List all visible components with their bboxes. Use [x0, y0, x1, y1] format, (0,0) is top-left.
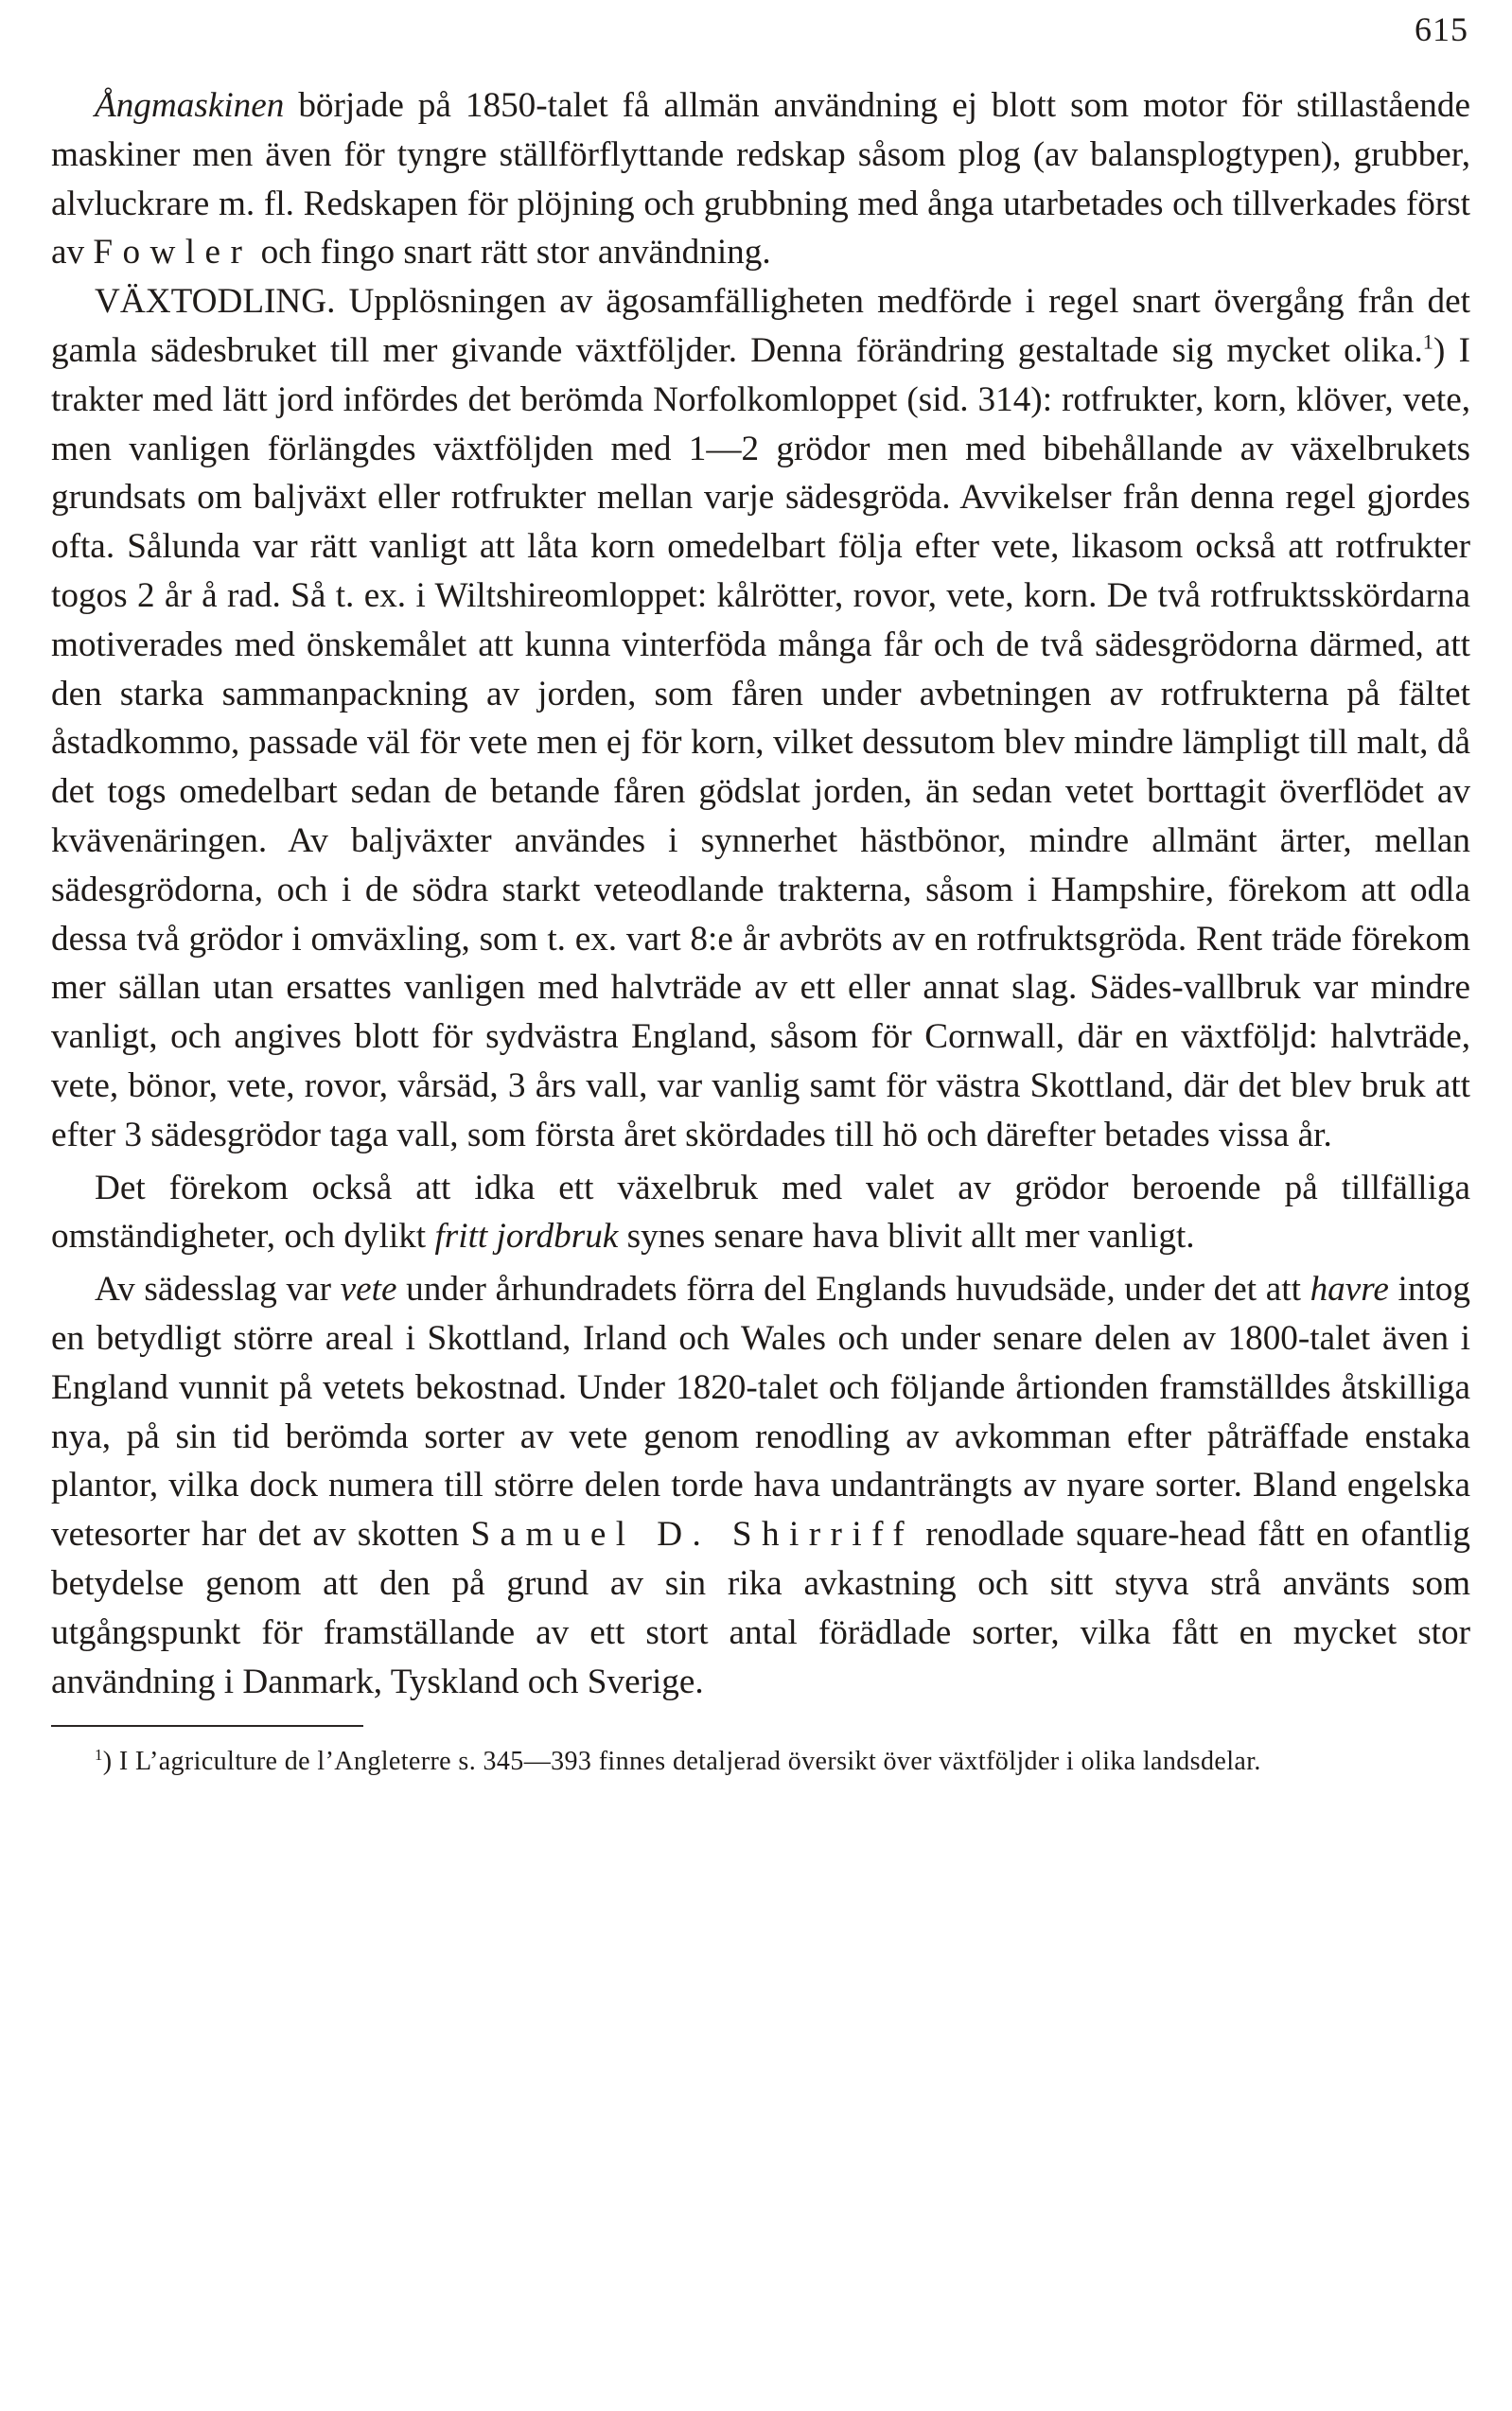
- italic-term: havre: [1310, 1270, 1389, 1310]
- paragraph-free-farming: Det förekom också att idka ett växelbruk med valet av grödor beroende på tillfälliga omständigheter, och dylikt fritt jordbruk synes senare hava blivit allt mer vanligt.: [51, 1168, 1470, 1257]
- footnote-divider: [51, 1725, 363, 1727]
- footnote: $^1$) I L’agriculture de l’Angleterre s. 345—393 finnes detaljerad översikt över växtföljder i olika landsdelar.: [95, 1746, 1261, 1777]
- paragraph-crop-rotation: VÄXTODLING. Upplösningen av ägosamfälligheten medförde i regel snart övergång från det gamla sädesbruket till mer givande växtföljder. Denna förändring gestaltade sig mycket olika.$^1$) I trakter med lätt jord infördes det berömda Norfolkomloppet (sid. 314): rotfrukter, korn, klöver, vete, men vanligen förlängdes växtföljden med 1—2 grödor men med bibehållande av växelbrukets grundsats om baljväxt eller rotfrukter mellan varje sädesgröda. Avvikelser från denna regel gjordes ofta. Sålunda var rätt vanligt att låta korn omedelbart följa efter vete, likasom också att rotfrukter togos 2 år å rad. Så t. ex. i Wiltshireomloppet: kålrötter, rovor, vete, korn. De två rotfruktsskördarna motiverades med önskemålet att kunna vinterföda många får och de två sädesgrödorna därmed, att den starka sammanpackning av jorden, som fåren under avbetningen av rotfrukterna på fältet åstadkommo, passade väl för vete men ej för korn, vilket dessutom blev mindre lämpligt till malt, då det togs omedelbart sedan de betande fåren gödslat jorden, än sedan vetet borttagit överflödet av kvävenäringen. Av baljväxter användes i synnerhet hästbönor, mindre allmänt ärter, mellan sädesgrödorna, och i de södra starkt veteodlande trakterna, såsom i Hampshire, förekom att odla dessa två grödor i omväxling, som t. ex. vart 8:e år avbröts av en rotfruktsgröda. Rent träde förekom mer sällan utan ersattes vanligen med halvträde av ett eller annat slag. Sädes-vallbruk var mindre vanligt, och angives blott för sydvästra England, såsom för Cornwall, där en växtföljd: halvträde, vete, bönor, vete, rovor, vårsäd, 3 års vall, var vanlig samt för västra Skottland, där det blev bruk att efter 3 sädesgrödor taga vall, som första året skördades till hö och därefter betades vissa år.: [51, 282, 1470, 1154]
- paragraph-steam-engine: Ångmaskinen började på 1850-talet få allmän användning ej blott som motor för stillastående maskiner men även för tyngre ställförflyttande redskap såsom plog (av balansplogtypen), grubber, alvluckrare m. fl. Redskapen för plöjning och grubbning med ånga utarbetades och tillverkades först av Fowler och fingo snart rätt stor användning.: [51, 86, 1470, 273]
- italic-term: Ångmaskinen: [95, 86, 285, 125]
- italic-term: vete: [340, 1270, 397, 1310]
- footnote-marker: 1: [95, 1746, 103, 1765]
- spaced-name: Samuel D. Shirriff: [470, 1515, 915, 1555]
- section-heading: VÄXTODLING.: [95, 282, 336, 322]
- footnote-reference: 1: [1422, 329, 1433, 354]
- spaced-name: Fowler: [93, 233, 253, 273]
- page-number: 615: [1415, 10, 1468, 48]
- paragraph-grain-types: Av sädesslag var vete under århundradets förra del Englands huvudsäde, under det att havre intog en betydligt större areal i Skottland, Irland och Wales och under senare delen av 1800-talet även i England vunnit på vetets bekostnad. Under 1820-talet och följande årtionden framställdes åtskilliga nya, på sin tid berömda sorter av vete genom renodling av avkomman efter påträffade enstaka plantor, vilka dock numera till större delen torde hava undanträngts av nyare sorter. Bland engelska vetesorter har det av skotten Samuel D. Shirriff renodlade square-head fått en ofantlig betydelse genom att den på grund av sin rika avkastning och sitt styva strå använts som utgångspunkt för framställande av ett stort antal förädlade sorter, vilka fått en mycket stor användning i Danmark, Tyskland och Sverige.: [51, 1270, 1470, 1701]
- italic-term: fritt jordbruk: [434, 1217, 619, 1257]
